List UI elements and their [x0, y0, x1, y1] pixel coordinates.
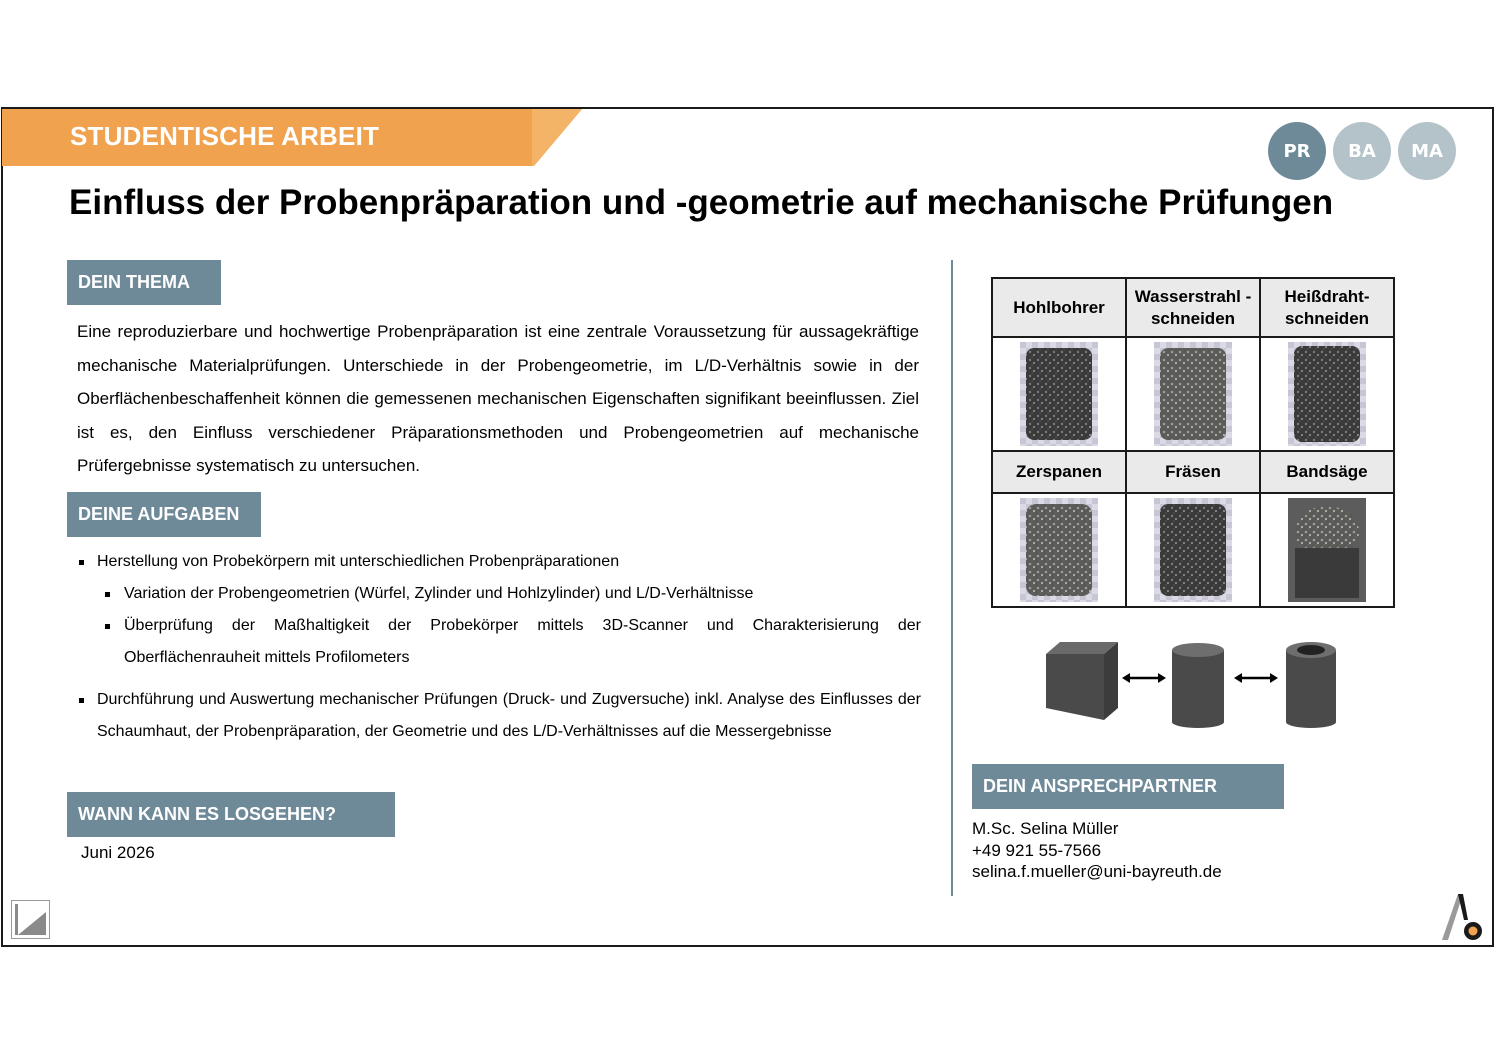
sample-image-fraesen [1126, 493, 1260, 607]
sample-image-zerspanen [992, 493, 1126, 607]
start-date: Juni 2026 [81, 843, 155, 862]
method-fraesen: Fräsen [1126, 451, 1260, 493]
list-item: Überprüfung der Maßhaltigkeit der Probekörper mittels 3D-Scanner und Charakterisierung der Oberflächenrauheit mittels Profilometers [77, 610, 921, 674]
university-logo-icon [11, 900, 50, 939]
divider [951, 260, 953, 896]
section-heading-aufgaben: DEINE AUFGABEN [67, 492, 261, 537]
sample-image-hohlbohrer [992, 337, 1126, 451]
methods-table [991, 277, 1395, 608]
contact-name: M.Sc. Selina Müller [972, 819, 1119, 838]
sample-image-heissdraht [1260, 337, 1394, 451]
list-item: Durchführung und Auswertung mechanischer Prüfungen (Druck- und Zugversuche) inkl. Analyse des Einflusses der Schaumhaut, der Probenpräparation, der Geometrie und des L/D-Verhältnisses auf die Messergebnisse [77, 684, 921, 748]
task-list [77, 546, 921, 748]
banner-label: STUDENTISCHE ARBEIT [70, 121, 380, 151]
method-heissdraht: Heißdraht- schneiden [1260, 278, 1394, 337]
method-zerspanen: Zerspanen [992, 451, 1126, 493]
section-heading-contact: DEIN ANSPRECHPARTNER [972, 764, 1284, 809]
method-wasserstrahl: Wasserstrahl -schneiden [1126, 278, 1260, 337]
cube-icon [1046, 642, 1118, 720]
list-item: Herstellung von Probekörpern mit unterschiedlichen Probenpräparationen [77, 546, 921, 578]
badge-pr: PR [1268, 122, 1326, 180]
section-heading-thema: DEIN THEMA [67, 260, 221, 305]
double-arrow-icon [1122, 673, 1166, 683]
contact-phone: +49 921 55-7566 [972, 840, 1102, 860]
geometry-illustration [1040, 636, 1350, 736]
double-arrow-icon [1234, 673, 1278, 683]
badge-ma: MA [1398, 122, 1456, 180]
sample-image-bandsaege [1260, 493, 1394, 607]
badge-ba: BA [1333, 122, 1391, 180]
page-title: Einfluss der Probenpräparation und -geometrie auf mechanische Prüfungen [69, 183, 1334, 222]
contact-info [972, 818, 1222, 883]
method-bandsaege: Bandsäge [1260, 451, 1394, 493]
method-hohlbohrer: Hohlbohrer [992, 278, 1126, 337]
list-item: Variation der Probengeometrien (Würfel, Zylinder und Hohlzylinder) und L/D-Verhältnisse [77, 578, 921, 610]
section-heading-start: WANN KANN ES LOSGEHEN? [67, 792, 395, 837]
thema-text: Eine reproduzierbare und hochwertige Probenpräparation ist eine zentrale Voraussetzung für aussagekräftige mechanische Materialprüfungen. Unterschiede in der Probengeometrie, im L/D-Verhältnis sowie in der Oberflächenbeschaffenheit können die gemessenen mechanischen Eigenschaften signifikant beeinflussen. Ziel ist es, den Einfluss verschiedener Präparationsmethoden und Probengeometrien auf mechanische Prüfergebnisse systematisch zu untersuchen. [77, 322, 919, 476]
hollow-cylinder-icon [1286, 642, 1336, 728]
chair-logo-icon [1440, 892, 1486, 944]
contact-email[interactable]: selina.f.mueller@uni-bayreuth.de [972, 862, 1222, 881]
sample-image-wasserstrahl [1126, 337, 1260, 451]
cylinder-icon [1172, 643, 1224, 728]
